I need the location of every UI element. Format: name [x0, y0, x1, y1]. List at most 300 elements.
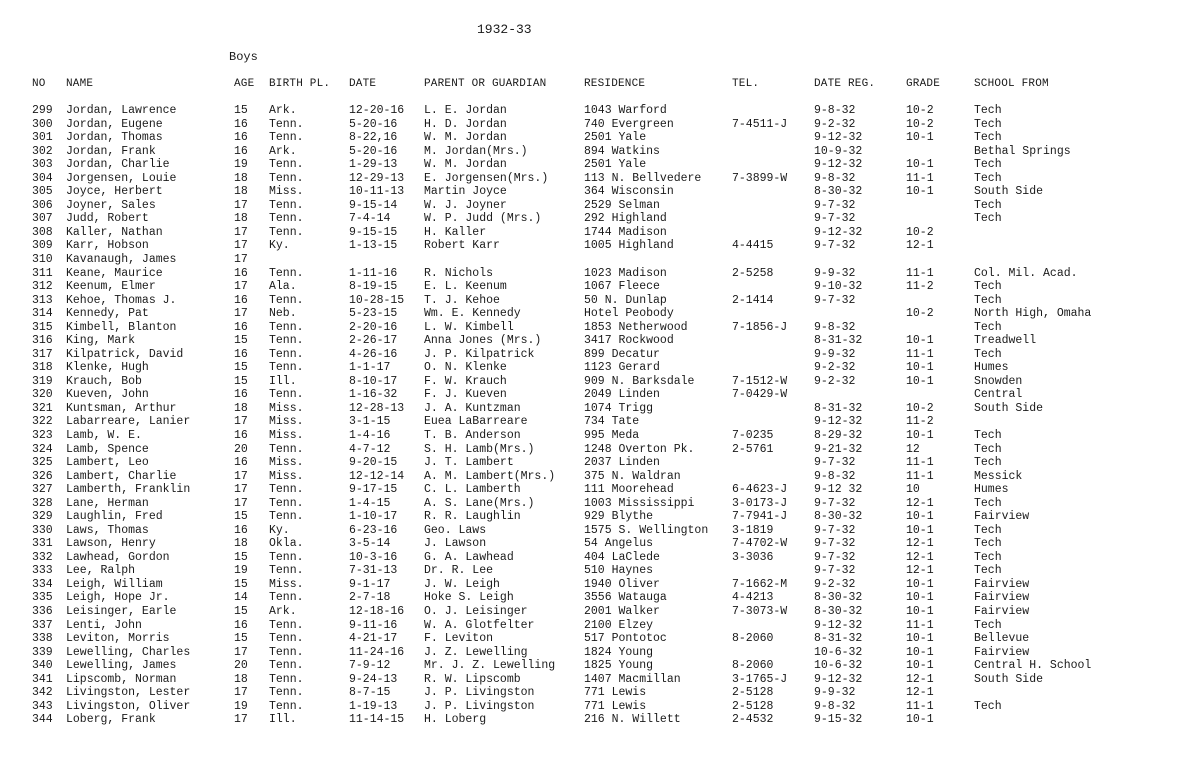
cell-residence: 1067 Fleece — [584, 280, 660, 293]
section-label-boys: Boys — [229, 50, 258, 64]
cell-school-from: Treadwell — [974, 334, 1037, 348]
cell-name: Leisinger, Earle — [66, 605, 177, 618]
cell-residence: 1043 Warford — [584, 104, 667, 117]
table-row — [0, 443, 1200, 457]
cell-date-reg: 9-2-32 — [814, 374, 856, 388]
cell-date-reg: 10-9-32 — [814, 144, 863, 158]
cell-residence: 1853 Netherwood — [584, 320, 688, 334]
cell-parent: J. P. Livingston — [424, 686, 535, 700]
cell-school-from: Humes — [974, 483, 1009, 497]
cell-date: 5-20-16 — [349, 144, 398, 158]
column-header-no: NO — [32, 78, 46, 90]
cell-date: 4-26-16 — [349, 347, 398, 361]
column-header-grade: GRADE — [906, 78, 941, 90]
table-row — [0, 402, 1200, 416]
cell-date-reg: 9-2-32 — [814, 117, 856, 131]
cell-name: Keane, Maurice — [66, 266, 163, 280]
cell-parent: J. A. Kuntzman — [424, 401, 521, 415]
cell-date: 11-14-15 — [349, 713, 405, 727]
cell-no: 315 — [32, 320, 53, 334]
cell-parent: L. W. Kimbell — [424, 320, 514, 334]
cell-age: 16 — [234, 266, 248, 280]
cell-parent: J. Z. Lewelling — [424, 645, 528, 659]
table-row — [0, 226, 1200, 240]
table-row — [0, 578, 1200, 592]
cell-parent: W. A. Glotfelter — [424, 618, 535, 632]
cell-name: Leigh, William — [66, 577, 163, 591]
cell-age: 19 — [234, 699, 248, 713]
cell-school-from: Bethal Springs — [974, 144, 1071, 158]
cell-date-reg: 9-7-32 — [814, 496, 856, 510]
cell-age: 15 — [234, 334, 248, 348]
cell-residence: 1074 Trigg — [584, 401, 654, 415]
cell-age: 15 — [234, 577, 248, 591]
cell-date: 9-1-17 — [349, 577, 391, 591]
cell-no: 313 — [32, 293, 53, 307]
cell-birth-place: Miss. — [269, 401, 304, 415]
cell-no: 306 — [32, 198, 53, 212]
cell-date-reg: 9-10-32 — [814, 280, 863, 293]
cell-date-reg: 9-21-32 — [814, 442, 863, 456]
cell-date: 3-5-14 — [349, 537, 391, 551]
cell-date: 7-9-12 — [349, 659, 391, 673]
cell-date-reg: 9-2-32 — [814, 361, 856, 375]
table-row — [0, 239, 1200, 253]
table-row — [0, 659, 1200, 673]
cell-residence: 894 Watkins — [584, 144, 660, 158]
cell-date: 1-29-13 — [349, 158, 398, 172]
cell-name: Laughlin, Fred — [66, 510, 163, 524]
table-row — [0, 158, 1200, 172]
cell-date: 2-20-16 — [349, 320, 398, 334]
cell-tel: 7-3899-W — [732, 171, 788, 185]
cell-no: 339 — [32, 645, 53, 659]
cell-no: 317 — [32, 347, 53, 361]
cell-age: 16 — [234, 388, 248, 402]
cell-parent: G. A. Lawhead — [424, 550, 514, 564]
cell-name: Joyce, Herbert — [66, 185, 163, 199]
cell-date: 12-29-13 — [349, 171, 405, 185]
cell-date-reg: 8-31-32 — [814, 401, 863, 415]
cell-date: 10-3-16 — [349, 550, 398, 564]
table-row — [0, 429, 1200, 443]
cell-no: 323 — [32, 429, 53, 442]
cell-residence: 2501 Yale — [584, 131, 647, 145]
cell-parent: S. H. Lamb(Mrs.) — [424, 442, 535, 456]
cell-name: Leviton, Morris — [66, 632, 170, 646]
cell-parent: H. Loberg — [424, 713, 487, 727]
table-row — [0, 483, 1200, 497]
cell-date: 1-1-17 — [349, 361, 391, 375]
table-row — [0, 294, 1200, 308]
cell-grade: 10-1 — [906, 361, 934, 375]
cell-date-reg: 9-9-32 — [814, 266, 856, 280]
cell-age: 16 — [234, 293, 248, 307]
cell-residence: 2529 Selman — [584, 198, 660, 212]
cell-birth-place: Tenn. — [269, 131, 304, 145]
cell-residence: 50 N. Dunlap — [584, 293, 667, 307]
cell-date-reg: 9-7-32 — [814, 550, 856, 564]
cell-residence: 2037 Linden — [584, 456, 660, 469]
cell-date-reg: 9-7-32 — [814, 456, 856, 469]
table-row — [0, 470, 1200, 484]
cell-no: 302 — [32, 144, 53, 158]
cell-name: Livingston, Lester — [66, 686, 191, 700]
cell-residence: 375 N. Waldran — [584, 469, 681, 483]
cell-residence: 2001 Walker — [584, 605, 660, 618]
cell-tel: 4-4415 — [732, 239, 774, 253]
cell-parent: O. N. Klenke — [424, 361, 507, 375]
cell-birth-place: Tenn. — [269, 198, 304, 212]
cell-grade: 12 — [906, 442, 920, 456]
cell-date: 1-4-15 — [349, 496, 391, 510]
cell-parent: Geo. Laws — [424, 523, 487, 537]
cell-grade: 10-2 — [906, 401, 934, 415]
cell-age: 15 — [234, 374, 248, 388]
cell-school-from: Col. Mil. Acad. — [974, 266, 1078, 280]
cell-grade: 10-1 — [906, 334, 934, 348]
table-row — [0, 172, 1200, 186]
cell-residence: 1940 Oliver — [584, 577, 660, 591]
cell-grade: 11-2 — [906, 280, 934, 293]
cell-birth-place: Tenn. — [269, 347, 304, 361]
cell-parent: F. Leviton — [424, 632, 494, 646]
cell-birth-place: Tenn. — [269, 320, 304, 334]
table-row — [0, 605, 1200, 619]
cell-name: Lawhead, Gordon — [66, 550, 170, 564]
cell-no: 335 — [32, 591, 53, 605]
cell-residence: Hotel Peobody — [584, 307, 674, 321]
cell-parent: A. M. Lambert(Mrs.) — [424, 469, 556, 483]
cell-age: 16 — [234, 429, 248, 442]
cell-birth-place: Tenn. — [269, 591, 304, 605]
cell-parent: W. M. Jordan — [424, 131, 507, 145]
cell-parent: L. E. Jordan — [424, 104, 507, 117]
cell-grade: 12-1 — [906, 239, 934, 253]
cell-no: 338 — [32, 632, 53, 646]
cell-name: Lewelling, Charles — [66, 645, 191, 659]
cell-parent: J. P. Livingston — [424, 699, 535, 713]
cell-birth-place: Tenn. — [269, 632, 304, 646]
cell-date: 12-20-16 — [349, 104, 405, 117]
cell-birth-place: Ky. — [269, 239, 290, 253]
cell-grade: 10-1 — [906, 158, 934, 172]
cell-no: 299 — [32, 104, 53, 117]
cell-school-from: Fairview — [974, 605, 1030, 618]
cell-grade: 10-1 — [906, 645, 934, 659]
cell-date-reg: 8-29-32 — [814, 429, 863, 442]
cell-date-reg: 8-31-32 — [814, 632, 863, 646]
cell-date: 1-13-15 — [349, 239, 398, 253]
cell-parent: M. Jordan(Mrs.) — [424, 144, 528, 158]
cell-age: 16 — [234, 347, 248, 361]
cell-grade: 10-1 — [906, 523, 934, 537]
cell-date-reg: 9-7-32 — [814, 564, 856, 578]
cell-birth-place: Tenn. — [269, 564, 304, 578]
table-row — [0, 388, 1200, 402]
cell-date-reg: 9-12-32 — [814, 415, 863, 429]
cell-age: 17 — [234, 415, 248, 429]
cell-no: 300 — [32, 117, 53, 131]
cell-residence: 292 Highland — [584, 212, 667, 226]
cell-birth-place: Miss. — [269, 577, 304, 591]
table-row — [0, 280, 1200, 294]
cell-grade: 12-1 — [906, 550, 934, 564]
cell-date: 1-4-16 — [349, 429, 391, 442]
cell-date: 2-26-17 — [349, 334, 398, 348]
cell-name: Livingston, Oliver — [66, 699, 191, 713]
cell-age: 17 — [234, 307, 248, 321]
cell-name: Kennedy, Pat — [66, 307, 149, 321]
cell-name: Lamb, W. E. — [66, 429, 142, 442]
cell-school-from: Tech — [974, 429, 1002, 442]
cell-parent: Hoke S. Leigh — [424, 591, 514, 605]
cell-parent: Robert Karr — [424, 239, 500, 253]
cell-grade: 10 — [906, 483, 920, 497]
cell-parent: R. Nichols — [424, 266, 494, 280]
cell-birth-place: Tenn. — [269, 334, 304, 348]
cell-birth-place: Neb. — [269, 307, 297, 321]
table-row — [0, 497, 1200, 511]
column-header-tel: TEL. — [732, 78, 760, 90]
table-row — [0, 632, 1200, 646]
cell-tel: 7-0429-W — [732, 388, 788, 402]
cell-residence: 1005 Highland — [584, 239, 674, 253]
cell-date: 12-18-16 — [349, 605, 405, 618]
cell-grade: 11-1 — [906, 347, 934, 361]
cell-no: 340 — [32, 659, 53, 673]
cell-age: 16 — [234, 144, 248, 158]
cell-name: Kilpatrick, David — [66, 347, 184, 361]
cell-school-from: Tech — [974, 564, 1002, 578]
cell-age: 18 — [234, 537, 248, 551]
cell-grade: 11-2 — [906, 415, 934, 429]
cell-no: 304 — [32, 171, 53, 185]
cell-school-from: Snowden — [974, 374, 1023, 388]
cell-name: Judd, Robert — [66, 212, 149, 226]
column-header-birth-place: BIRTH PL. — [269, 78, 331, 90]
cell-age: 17 — [234, 469, 248, 483]
cell-school-from: North High, Omaha — [974, 307, 1092, 321]
cell-date-reg: 8-30-32 — [814, 605, 863, 618]
cell-grade: 11-1 — [906, 456, 934, 469]
cell-school-from: Tech — [974, 171, 1002, 185]
cell-age: 18 — [234, 672, 248, 686]
cell-school-from: Humes — [974, 361, 1009, 375]
cell-school-from: Tech — [974, 618, 1002, 632]
cell-birth-place: Tenn. — [269, 388, 304, 402]
cell-residence: 1744 Madison — [584, 225, 667, 239]
cell-birth-place: Tenn. — [269, 686, 304, 700]
table-row — [0, 348, 1200, 362]
cell-school-from: Tech — [974, 158, 1002, 172]
cell-parent: W. J. Joyner — [424, 198, 507, 212]
cell-birth-place: Tenn. — [269, 361, 304, 375]
table-row — [0, 700, 1200, 714]
table-row — [0, 321, 1200, 335]
cell-no: 331 — [32, 537, 53, 551]
cell-age: 17 — [234, 198, 248, 212]
cell-age: 16 — [234, 320, 248, 334]
cell-name: Lambert, Charlie — [66, 469, 177, 483]
cell-residence: 1825 Young — [584, 659, 654, 673]
cell-grade: 10-1 — [906, 713, 934, 727]
cell-age: 19 — [234, 564, 248, 578]
cell-age: 15 — [234, 104, 248, 117]
cell-grade: 10-1 — [906, 605, 934, 618]
cell-date: 9-15-15 — [349, 225, 398, 239]
cell-date-reg: 8-30-32 — [814, 185, 863, 199]
cell-name: Lamb, Spence — [66, 442, 149, 456]
cell-residence: 1123 Gerard — [584, 361, 660, 375]
cell-tel: 2-4532 — [732, 713, 774, 727]
cell-school-from: South Side — [974, 401, 1044, 415]
cell-no: 342 — [32, 686, 53, 700]
cell-parent: Mr. J. Z. Lewelling — [424, 659, 556, 673]
column-header-school-from: SCHOOL FROM — [974, 78, 1049, 90]
cell-age: 16 — [234, 456, 248, 469]
cell-residence: 899 Decatur — [584, 347, 660, 361]
cell-birth-place: Miss. — [269, 456, 304, 469]
cell-residence: 404 LaClede — [584, 550, 660, 564]
cell-residence: 2100 Elzey — [584, 618, 654, 632]
table-row — [0, 145, 1200, 159]
cell-no: 330 — [32, 523, 53, 537]
cell-grade: 10-2 — [906, 225, 934, 239]
column-header-date: DATE — [349, 78, 377, 90]
cell-parent: T. B. Anderson — [424, 429, 521, 442]
cell-date: 12-28-13 — [349, 401, 405, 415]
cell-date: 5-23-15 — [349, 307, 398, 321]
cell-birth-place: Ark. — [269, 104, 297, 117]
cell-tel: 4-4213 — [732, 591, 774, 605]
cell-age: 16 — [234, 523, 248, 537]
cell-no: 332 — [32, 550, 53, 564]
cell-school-from: Tech — [974, 456, 1002, 469]
cell-residence: 995 Meda — [584, 429, 640, 442]
table-row — [0, 375, 1200, 389]
cell-date: 1-19-13 — [349, 699, 398, 713]
table-row — [0, 564, 1200, 578]
cell-no: 337 — [32, 618, 53, 632]
cell-tel: 8-2060 — [732, 659, 774, 673]
cell-school-from: Fairview — [974, 591, 1030, 605]
cell-birth-place: Ark. — [269, 605, 297, 618]
cell-parent: R. R. Laughlin — [424, 510, 521, 524]
table-row — [0, 104, 1200, 118]
cell-parent: Dr. R. Lee — [424, 564, 494, 578]
cell-birth-place: Tenn. — [269, 293, 304, 307]
cell-no: 303 — [32, 158, 53, 172]
table-row — [0, 253, 1200, 267]
cell-tel: 7-3073-W — [732, 605, 788, 618]
cell-date-reg: 10-6-32 — [814, 645, 863, 659]
cell-name: Krauch, Bob — [66, 374, 142, 388]
cell-school-from: Central H. School — [974, 659, 1092, 673]
cell-grade: 12-1 — [906, 537, 934, 551]
table-row — [0, 334, 1200, 348]
cell-school-from: Messick — [974, 469, 1023, 483]
table-row — [0, 686, 1200, 700]
cell-parent: F. J. Kueven — [424, 388, 507, 402]
cell-no: 333 — [32, 564, 53, 578]
cell-no: 326 — [32, 469, 53, 483]
cell-no: 318 — [32, 361, 53, 375]
cell-residence: 1824 Young — [584, 645, 654, 659]
table-row — [0, 118, 1200, 132]
cell-residence: 113 N. Bellvedere — [584, 171, 702, 185]
cell-birth-place: Tenn. — [269, 158, 304, 172]
cell-no: 334 — [32, 577, 53, 591]
cell-tel: 7-1856-J — [732, 320, 788, 334]
cell-birth-place: Miss. — [269, 429, 304, 442]
cell-no: 322 — [32, 415, 53, 429]
cell-name: Kuntsman, Arthur — [66, 401, 177, 415]
cell-date-reg: 9-7-32 — [814, 239, 856, 253]
cell-name: Laws, Thomas — [66, 523, 149, 537]
cell-residence: 740 Evergreen — [584, 117, 674, 131]
cell-no: 320 — [32, 388, 53, 402]
table-row — [0, 361, 1200, 375]
cell-residence: 517 Pontotoc — [584, 632, 667, 646]
cell-tel: 6-4623-J — [732, 483, 788, 497]
cell-parent: H. D. Jordan — [424, 117, 507, 131]
cell-grade: 11-1 — [906, 469, 934, 483]
column-header-residence: RESIDENCE — [584, 78, 646, 90]
cell-age: 16 — [234, 131, 248, 145]
cell-name: Loberg, Frank — [66, 713, 156, 727]
cell-age: 15 — [234, 605, 248, 618]
cell-residence: 734 Tate — [584, 415, 640, 429]
cell-name: Kimbell, Blanton — [66, 320, 177, 334]
cell-birth-place: Tenn. — [269, 659, 304, 673]
cell-no: 343 — [32, 699, 53, 713]
cell-date-reg: 9-15-32 — [814, 713, 863, 727]
cell-birth-place: Tenn. — [269, 496, 304, 510]
cell-date-reg: 9-12-32 — [814, 225, 863, 239]
cell-parent: H. Kaller — [424, 225, 487, 239]
table-row — [0, 673, 1200, 687]
cell-tel: 7-1512-W — [732, 374, 788, 388]
cell-date-reg: 9-12 32 — [814, 483, 863, 497]
cell-name: Klenke, Hugh — [66, 361, 149, 375]
cell-school-from: Tech — [974, 523, 1002, 537]
column-header-date-reg: DATE REG. — [814, 78, 876, 90]
cell-date-reg: 8-31-32 — [814, 334, 863, 348]
cell-parent: E. Jorgensen(Mrs.) — [424, 171, 549, 185]
cell-date-reg: 9-7-32 — [814, 212, 856, 226]
cell-school-from: Tech — [974, 117, 1002, 131]
cell-birth-place: Okla. — [269, 537, 304, 551]
cell-parent: J. P. Kilpatrick — [424, 347, 535, 361]
column-header-parent: PARENT OR GUARDIAN — [424, 78, 547, 90]
cell-tel: 7-0235 — [732, 429, 774, 442]
cell-parent: J. T. Lambert — [424, 456, 514, 469]
cell-residence: 1575 S. Wellington — [584, 523, 709, 537]
cell-tel: 7-1662-M — [732, 577, 788, 591]
cell-date: 11-24-16 — [349, 645, 405, 659]
cell-birth-place: Tenn. — [269, 212, 304, 226]
cell-residence: 216 N. Willett — [584, 713, 681, 727]
cell-date: 12-12-14 — [349, 469, 405, 483]
cell-date: 7-31-13 — [349, 564, 398, 578]
cell-name: Jordan, Lawrence — [66, 104, 177, 117]
cell-date: 9-17-15 — [349, 483, 398, 497]
cell-date-reg: 8-30-32 — [814, 591, 863, 605]
cell-date-reg: 9-8-32 — [814, 320, 856, 334]
cell-no: 310 — [32, 252, 53, 266]
cell-grade: 10-1 — [906, 185, 934, 199]
